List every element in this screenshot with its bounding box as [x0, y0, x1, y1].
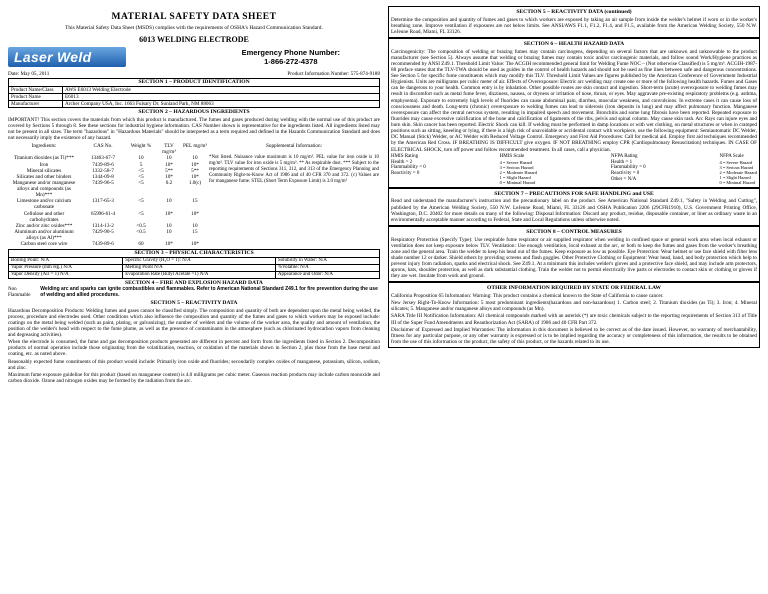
ingredient-cell: 13463-67-7: [90, 155, 116, 162]
scale-item: 4 = Severe Hazard: [499, 159, 533, 165]
cell: Solubility in Water: N/A: [275, 257, 379, 264]
ingredients-table: [8, 143, 380, 247]
nfpa-scale: [720, 154, 757, 185]
ratings-row: [391, 154, 757, 185]
ingredient-cell: Silicates and other binders: [16, 173, 72, 180]
section5-cont-box: [388, 6, 760, 38]
ingredient-cell: Aluminum and/or aluminum alloys (as Al)***: [14, 228, 74, 242]
fire-text: Welding arc and sparks can ignite combustibles and flammables. Refer to American National Standard Z49.1 for fire prevention during the use of welding and allied procedures.: [40, 286, 378, 299]
cell: Specific Gravity (H₂O = 1): N/A: [123, 257, 276, 264]
nfpa-reactivity: Reactivity = 0: [610, 171, 640, 177]
ingredients-header: [8, 143, 380, 155]
ingredient-cell: <5: [138, 210, 144, 217]
nfpa-health: Health = 1: [610, 159, 633, 165]
table-row: [9, 93, 380, 100]
ingredient-cell: Titanium dioxides (as Ti)***: [13, 155, 75, 162]
ingredient-cell: 5**: [165, 167, 173, 174]
section2-text: IMPORTANT! This section covers the materials from which this product is manufactured. The fumes and gases produced during welding with the normal use of this product are covered by Sections 5 through 8. See these sections for industrial hygiene information. CAS Number shown is representative for the ingredients listed. All ingredients listed may not be present in all sizes. The term "hazardous" in "Hazardous Materials" should be interpreted as a term required and defined in the Hazards Communication Standard and does not necessarily imply the existence of any hazard.: [8, 116, 380, 142]
ingredient-cell: Cellulose and other carbohydrates: [23, 210, 65, 223]
col-header: Ingredients:: [31, 143, 57, 150]
ingredient-cell: 10*: [191, 241, 199, 248]
ingredient-cell: 10*: [165, 173, 173, 180]
ingredients-body: [8, 155, 380, 247]
cell: Boiling Point: N/A: [9, 257, 123, 264]
document-title: MATERIAL SAFETY DATA SHEET: [111, 12, 277, 22]
prop65-text: California Proposition 65 Information: Warning: This product contains a chemical known to the State of California to cause cancer.: [391, 293, 664, 300]
section8-text: Respiratory Protection (Specify Type): Use respirable fume respirator or air supplied respirator when welding in confined space or general work area when local exhaust or ventilation does not keep exposure below TLV. Ventilation: Use enough ventilation, local exhaust at the arc, or both to keep the fumes and gases from the worker's breathing zone and the general area. Train the welder to keep his head out of the fumes. Keep exposure as low as possible. Eye Protection: Wear helmet or use face shield with filter lens shade number 12 or darker. Shield others by providing screens and flash goggles. Other Protective Clothing or Equipment: Wear head, hand, and body protection which help to prevent injury from radiation, sparks and electrical shock. See Z49.1. At a minimum this includes welder's gloves and a protective face shield, and may include arm protectors, aprons, hats, shoulder protection, as well as dark substantial clothing. Train the welder not to permit electrically live parts or electrodes to contact skin or clothing or gloves if they are wet. Insulate from work and ground.: [391, 236, 757, 280]
cell: E6013: [63, 93, 380, 100]
emergency-number: 1-866-272-4378: [264, 57, 318, 67]
scale-item: 0 = Minimal Hazard: [719, 179, 756, 185]
nfpa-scale-title: NFPA Scale: [719, 153, 744, 159]
date-row: [8, 71, 380, 77]
section1-table: [8, 78, 380, 108]
nj-rtk-text: New Jersey Right-To-Know Information: 5 most predominant ingredients(hazardous and non-hazardous) 1. Carbon steel; 2. Titanium dioxides (as Ti); 3. Iron; 4. Mineral silicates; 5. Manganese and/or manganese alloys and compounds (as Mn).: [391, 300, 757, 313]
left-column: [8, 12, 380, 588]
ingredient-cell: <5: [138, 198, 144, 205]
hmis-reactivity: Reactivity = 0: [391, 171, 420, 177]
section8-heading: SECTION 8 – CONTROL MEASURES: [526, 228, 622, 235]
cell: Archer Company USA, Inc. 1663 Fulsary Dr. Sunland Park, NM 88063: [63, 100, 380, 107]
ingredient-cell: 10: [166, 198, 172, 205]
ingredient-cell: 15: [192, 228, 198, 235]
scale-item: 2 = Moderate Hazard: [719, 169, 757, 175]
nfpa-other: Other = N/A: [610, 177, 637, 183]
hmis-rating: [391, 154, 426, 185]
ingredient-cell: 10: [192, 222, 198, 229]
ingredient-cell: <0.5: [136, 222, 146, 229]
laser-weld-logo: [8, 47, 126, 67]
ingredient-cell: 1317-65-3: [92, 198, 114, 205]
cell: Manufacturer: [9, 100, 63, 107]
ingredient-cell: 10*: [165, 241, 173, 248]
cell: Vapor Pressure (mm Hg.) N/A: [9, 264, 123, 271]
scale-item: 1 = Slight Hazard: [719, 174, 751, 180]
nfpa-flammability: Flammability = 0: [610, 165, 646, 171]
ingredient-cell: 5**: [191, 167, 199, 174]
ingredient-cell: 7429-90-5: [92, 228, 114, 235]
scale-item: 1 = Slight Hazard: [499, 174, 531, 180]
ingredient-cell: 10*: [191, 210, 199, 217]
non-flammable-label: Non Flammable: [8, 287, 31, 299]
ingredient-cell: Limestone and/or calcium carbonate: [16, 198, 72, 211]
table-row: [9, 264, 380, 271]
cell: AWS E6013 Welding Electrode: [63, 86, 380, 93]
supplemental-info: *Not listed. Nuisance value maximum is 10 mg/m³. PEL value for iron oxide is 10 mg/m³. TLV value for iron oxide is 5 mg/m³. ** As respirable dust. *** Subject to the reporting requirements of Sections 311, 312, and 313 of the Emergency Planning and Community Right-to-Know Act of 1986 and of 40 CFR 370 and 372. (c) Values are for manganese fume. STEL (Short Term Exposure Limit) is 3.0 mg/m³: [209, 155, 379, 184]
other-info-box: [388, 282, 760, 348]
ingredient-cell: 10*: [191, 161, 199, 168]
issue-date: Date: May 05, 2011: [8, 71, 50, 78]
col-header: TLV mg/m³: [162, 143, 176, 156]
emergency-label: Emergency Phone Number:: [241, 47, 340, 57]
ingredient-cell: 10*: [165, 210, 173, 217]
product-info-number: Product Information Number: 575-874-9188: [287, 71, 380, 78]
nfpa-rating: [611, 154, 646, 185]
sara-text: SARA Title III Notification Information: All chemical compounds marked with an asterisk (*) are toxic chemicals subject to the reporting requirements of Section 313 of Title III of the Super Fund Amendments and Reauthorization Act (SARA) of 1986 and 40 CFR Part 372.: [391, 313, 757, 326]
ingredient-cell: 10: [166, 222, 172, 229]
section5-para-4: Maximum fume exposure guideline for this product (based on manganese content) is 4.0 milligrams per cubic meter. Gaseous reaction products may include carbon monoxide and carbon dioxide. Ozone and nitrogen oxides may be formed by the radiation from the arc.: [8, 371, 380, 384]
ingredient-cell: Mineral silicates: [26, 167, 62, 174]
section7-box: [388, 188, 760, 226]
ingredient-cell: 10: [192, 155, 198, 162]
emergency-phone: [242, 48, 340, 67]
nfpa-title: NFPA Rating: [610, 153, 638, 159]
section6-text: Carcinogenicity: The composition of welding or brazing fumes may contain carcinogens, depending on several factors that are unknown and unknowable to the product manufacturer (see Section 5). Always assume that welding or brazing fumes may contain toxic and/or carcinogenic materials, and follow sound Work/Hygiene practices as recommended by ANSI Z49.1. Threshold Limit Value: The ACGIH recommended general limit for Welding Fume NOC – (Not otherwise Classified) is 5 mg/m³. ACGIH-1987-88 preface states that the TLV-TWA should be used as guides in the control of health hazards and should not be used as fine lines between safe and dangerous concentrations. See Section 5 for specific fume constituents which may modify this TLV. Threshold Limit Values are figures published by the American Conference of Government Industrial Hygienists. Units are milligrams per cubic meter of air. Effects of Overexposure: Electric arc welding may create one or more of the following health hazards. Fumes and Gases can be dangerous to your health. Common entry is by inhalation. Other possible routes are skin contact and ingestion. Short-term (acute) overexposure to welding fumes may result in discomfort such as metal fume fever, dizziness, nausea, or dryness or irritation of nose, throat, or eyes. May aggravate pre-existing respiratory problems (e.g. asthma, emphysema). Exposure to extremely high levels of fluorides can cause abdominal pain, diarrhea, muscular weakness, and convulsions. In extreme cases it can cause loss of consciousness and death. Long-term (chronic) overexposure to welding fumes can lead to siderosis (iron deposits in lung) and may affect pulmonary function. Manganese overexposure can affect the central nervous system, resulting in impaired speech and movement. Bronchitis and some lung fibrosis have been reported. Repeated exposure to fluorides may cause excessive calcification of the bone and calcification of ligaments of the ribs, pelvis and spinal column. May cause skin rash. Arc Rays can injure eyes and burn skin. Skin cancer has been reported. Electric Shock can kill. If welding must be performed in damp locations or with wet clothing, on metal structures or when in cramped positions such as sitting, kneeling or lying, if there is a high risk of unavoidable or accidental contact with workpiece, use the following equipment: Semiautomatic DC Welder, DC Manual (Stick) Welder, or AC Welder with Reduced Voltage Control. Emergency and First Aid Procedures: Call for medical aid. Employ first aid techniques recommended by the American Red Cross. IF BREATHING IS DIFFICULT give oxygen. IF NOT BREATHING employ CPR (Cardiopulmonary Resuscitation) techniques. IN CASE OF ELECTRICAL SHOCK, turn off power and follow recommended treatment. In all cases, call a physician.: [391, 48, 757, 153]
fire-row: [8, 287, 380, 299]
hmis-health: Health = 2: [391, 159, 413, 165]
scale-item: 3 = Serious Hazard: [719, 164, 754, 170]
ingredient-cell: 15: [192, 198, 198, 205]
document-subtitle: This Material Safety Data Sheet (MSDS) complies with the requirements of OSHA's Hazard Communication Standard.: [65, 25, 323, 32]
product-heading: 6013 WELDING ELECTRODE: [139, 34, 249, 44]
ingredient-cell: 65996-61-4: [90, 210, 116, 217]
ingredient-cell: 10*: [165, 161, 173, 168]
section6-heading: SECTION 6 – HEALTH HAZARD DATA: [523, 40, 625, 47]
col-header: Supplemental Information:: [265, 143, 323, 150]
scale-item: 4 = Severe Hazard: [719, 159, 753, 165]
logo-row: [8, 46, 380, 68]
section5-para-2: When the electrode is consumed, the fume and gas decomposition products generated are different in percent and form from the ingredients listed in Section 2. Decomposition products of normal operation include those originating from the volatilization, reaction, or oxidation of the materials shown in Section 2, plus those from the base metal and coating, etc. as noted above.: [8, 339, 380, 358]
section5-para-3: Reasonably expected fume constituents of this product would include: Primarily iron oxide and fluorides; secondarily complex oxides of manganese, potassium, silicon, sodium, and zinc.: [8, 358, 380, 371]
section3-table: [8, 249, 380, 278]
cell: %Volatile: N/A: [275, 264, 379, 271]
scale-item: 2 = Moderate Hazard: [499, 169, 538, 175]
section6-box: [388, 38, 760, 188]
section5-cont-text: Determine the composition and quantity of fumes and gases to which workers are exposed by taking an air sample from inside the welder's helmet if worn or in the worker's breathing zone. Improve ventilation if exposures are not below limits. See ANSI/AWS F1.1, F1.2, F1.4, and F1.5, available from the American Welding Society, 550 N.W. LeJeune Road, Miami, FL 33126.: [391, 16, 757, 35]
col-header: PEL mg/m³: [183, 143, 207, 150]
ingredient-cell: 0.2: [165, 179, 173, 186]
section8-box: [388, 226, 760, 282]
ingredient-cell: <5: [138, 167, 144, 174]
section4-heading: SECTION 4 – FIRE AND EXPLOSION HAZARD DATA: [125, 279, 263, 286]
section2-heading: SECTION 2 – HAZARDOUS INGREDIENTS: [138, 109, 250, 116]
cell: Product Name/Class: [9, 86, 63, 93]
ingredient-cell: <5: [138, 173, 144, 180]
section1-heading: SECTION 1 – PRODUCT IDENTIFICATION: [9, 79, 380, 87]
cell: Melting Point N/A: [123, 264, 276, 271]
ingredient-cell: <0.5: [136, 228, 146, 235]
ingredient-cell: 1.0(c): [188, 179, 202, 186]
other-info-heading: OTHER INFORMATION REQUIRED BY STATE OR FEDERAL LAW: [487, 285, 661, 292]
ingredient-cell: 1314-13-2: [92, 222, 114, 229]
ingredient-row: [8, 155, 380, 161]
ingredient-cell: 7439-89-6: [92, 241, 114, 248]
section7-text: Read and understand the manufacturer's instruction and the precautionary label on the product. See American National Standard Z49.1, "Safety in Welding and Cutting", published by the American Welding Society, 550 N.W. LeJeune Road, Miami, FL 33126 and OSHA Publication 2206 (29CFR1910), U.S. Government Printing Office, Washington, D.C. 20402 for more details on many of the following: Disposal Information: Discard any product, residue, disposable container, or liner as ordinary waste in an environmentally acceptable manner according to Federal, State and Local Regulations unless otherwise noted.: [391, 198, 757, 223]
ingredient-cell: 1344-09-8: [92, 173, 114, 180]
section5-heading: SECTION 5 – REACTIVITY DATA: [150, 299, 238, 306]
ingredient-cell: 10: [138, 155, 144, 162]
ingredient-cell: 60: [138, 241, 144, 248]
ingredient-cell: 10*: [191, 173, 199, 180]
table-row: [9, 271, 380, 278]
section7-heading: SECTION 7 – PRECAUTIONS FOR SAFE HANDLING and USE: [494, 190, 654, 197]
section3-heading: SECTION 3 – PHYSICAL CHARACTERISTICS: [9, 250, 380, 258]
ingredient-cell: Manganese and/or manganese alloys and compounds (as Mn)***: [12, 179, 76, 199]
disclaimer-text: Disclaimer of Expressed and Implied Warranties: The information in this document is believed to be correct as of the date issued. However, no warranty of merchantability, fitness for any particular purpose, or any other warranty is expressed or is to be implied regarding the accuracy or completeness of this information, the results to be obtained from the use of this information or the product, the safety of this product, or the hazards related to its use.: [391, 326, 757, 345]
right-column: [388, 6, 760, 588]
logo-text: Laser Weld: [14, 49, 92, 66]
table-row: [9, 257, 380, 264]
ingredient-cell: 5: [139, 161, 143, 168]
ingredient-cell: 10: [166, 228, 172, 235]
ingredient-cell: Zinc and/or zinc oxides***: [15, 222, 73, 229]
cell: Evaporation Rate (Butyl Acetate =1) N/A: [123, 271, 276, 278]
ingredient-cell: <5: [138, 179, 144, 186]
section5-cont-heading: SECTION 5 – REACTIVITY DATA (continued): [516, 9, 632, 15]
ingredient-cell: Carbon steel core wire: [20, 241, 68, 248]
cell: Appearance and Odor: N/A: [275, 271, 379, 278]
hmis-title: HMIS Rating: [391, 153, 419, 159]
scale-item: 0 = Minimal Hazard: [499, 179, 536, 185]
scale-item: 3 = Serious Hazard: [499, 164, 534, 170]
hmis-scale: [500, 154, 537, 185]
col-header: CAS No.: [93, 143, 113, 150]
cell: Product Name: [9, 93, 63, 100]
table-row: [9, 86, 380, 93]
section5-para-1: Hazardous Decomposition Products: Welding fumes and gases cannot be classified simply. The composition and quantity of both are dependent upon the metal being welded, the process, procedure and electrodes used. Other conditions which also influence the composition and quantity of the fumes and gases to which workers may be exposed include: coatings on the metal being welded (such as paint, plating, or galvanizing), the number of welders and the volume of the worker area, the quality and amount of ventilation, the position of the welder's head with respect to the fume plume, as well as the presence of contaminants in the atmosphere (such as chlorinated hydrocarbon vapors from cleaning and degreasing activities).: [8, 307, 380, 339]
hmis-scale-title: HMIS Scale: [499, 153, 525, 159]
table-row: [9, 100, 380, 107]
col-header: Weight %: [130, 143, 152, 150]
ingredient-cell: 7439-96-5: [92, 179, 114, 186]
ingredient-cell: Iron: [39, 161, 49, 168]
ingredient-cell: 7439-89-6: [92, 161, 114, 168]
ingredient-cell: 10: [166, 155, 172, 162]
cell: Vapor Density (Air = 1) N/A: [9, 271, 123, 278]
ingredient-cell: 1332-58-7: [92, 167, 114, 174]
hmis-flammability: Flammability = 0: [391, 165, 426, 171]
